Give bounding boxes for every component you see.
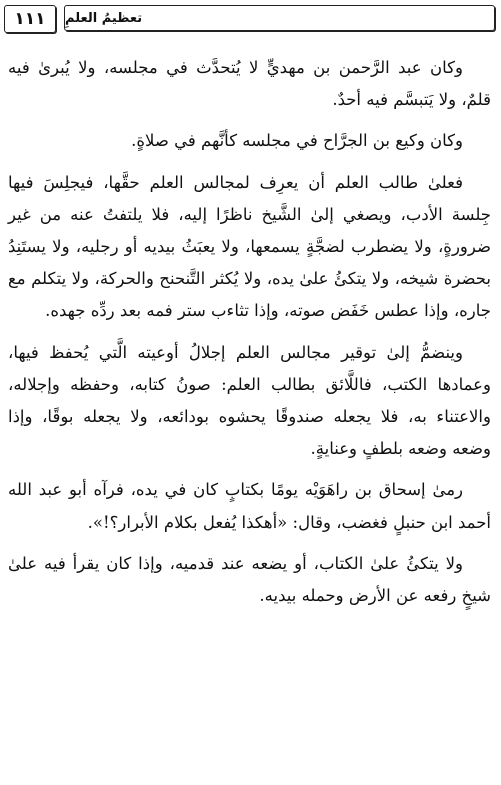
running-title: تعظيمُ العلمِ xyxy=(64,5,495,31)
page-body xyxy=(8,52,491,621)
paragraph-4: وينضمُّ إلىٰ توقير مجالس العلم إجلالُ أوعيته الَّتي يُحفظ فيها، وعمادها الكتب، فاللَّائق بطالب العلم: صونُ كتابه، وحفظه وإجلاله، والاعتناء به، فلا يجعله صندوقًا يحشوه بودائعه، ولا يجعله بوقًا، وإذا وضعه وضعه بلطفٍ وعنايةٍ. xyxy=(8,342,491,459)
paragraph-6: ولا يتكئُ علىٰ الكتاب، أو يضعه عند قدميه، وإذا كان يقرأ فيه علىٰ شيخٍ رفعه عن الأرض وحمله بيديه. xyxy=(8,553,491,606)
page-header xyxy=(4,5,497,37)
page-number: ١١١ xyxy=(4,5,56,33)
paragraph-2: وكان وكيع بن الجرَّاح في مجلسه كأنَّهم في صلاةٍ. xyxy=(131,131,463,151)
paragraph-1: وكان عبد الرَّحمن بن مهديٍّ لا يُتحدَّث في مجلسه، ولا يُبرىٰ فيه قلمٌ، ولا يَتبسَّم فيه أحدٌ. xyxy=(8,58,491,110)
paragraph-3: فعلىٰ طالب العلم أن يعرِف لمجالس العلم حقَّها، فيجلِسَ فيها جِلسة الأدب، ويصغي إلىٰ الشَّيخ ناظرًا إليه، فلا يلتفتُ عنه من غير ضرورةٍ، ولا يضطرب لضجَّةٍ يسمعها، ولا يعبَثُ بيديه أو رجليه، ولا يستَنِدُ بحضرة شيخه، ولا يتكئُ علىٰ يده، ولا يُكثر التَّنحنح والحركة، ولا يتكلم مع جاره، وإذا عطس خَفَض صوته، وإذا تثاءب ستر فمه بعد ردِّه جهده. xyxy=(8,172,491,321)
paragraph-5: رمىٰ إسحاق بن راهَوَيْه يومًا بكتابٍ كان في يده، فرآه أبو عبد الله أحمد ابن حنبلٍ فغضب، وقال: «أهكذا يُفعل بكلام الأبرار؟!». xyxy=(8,480,491,532)
